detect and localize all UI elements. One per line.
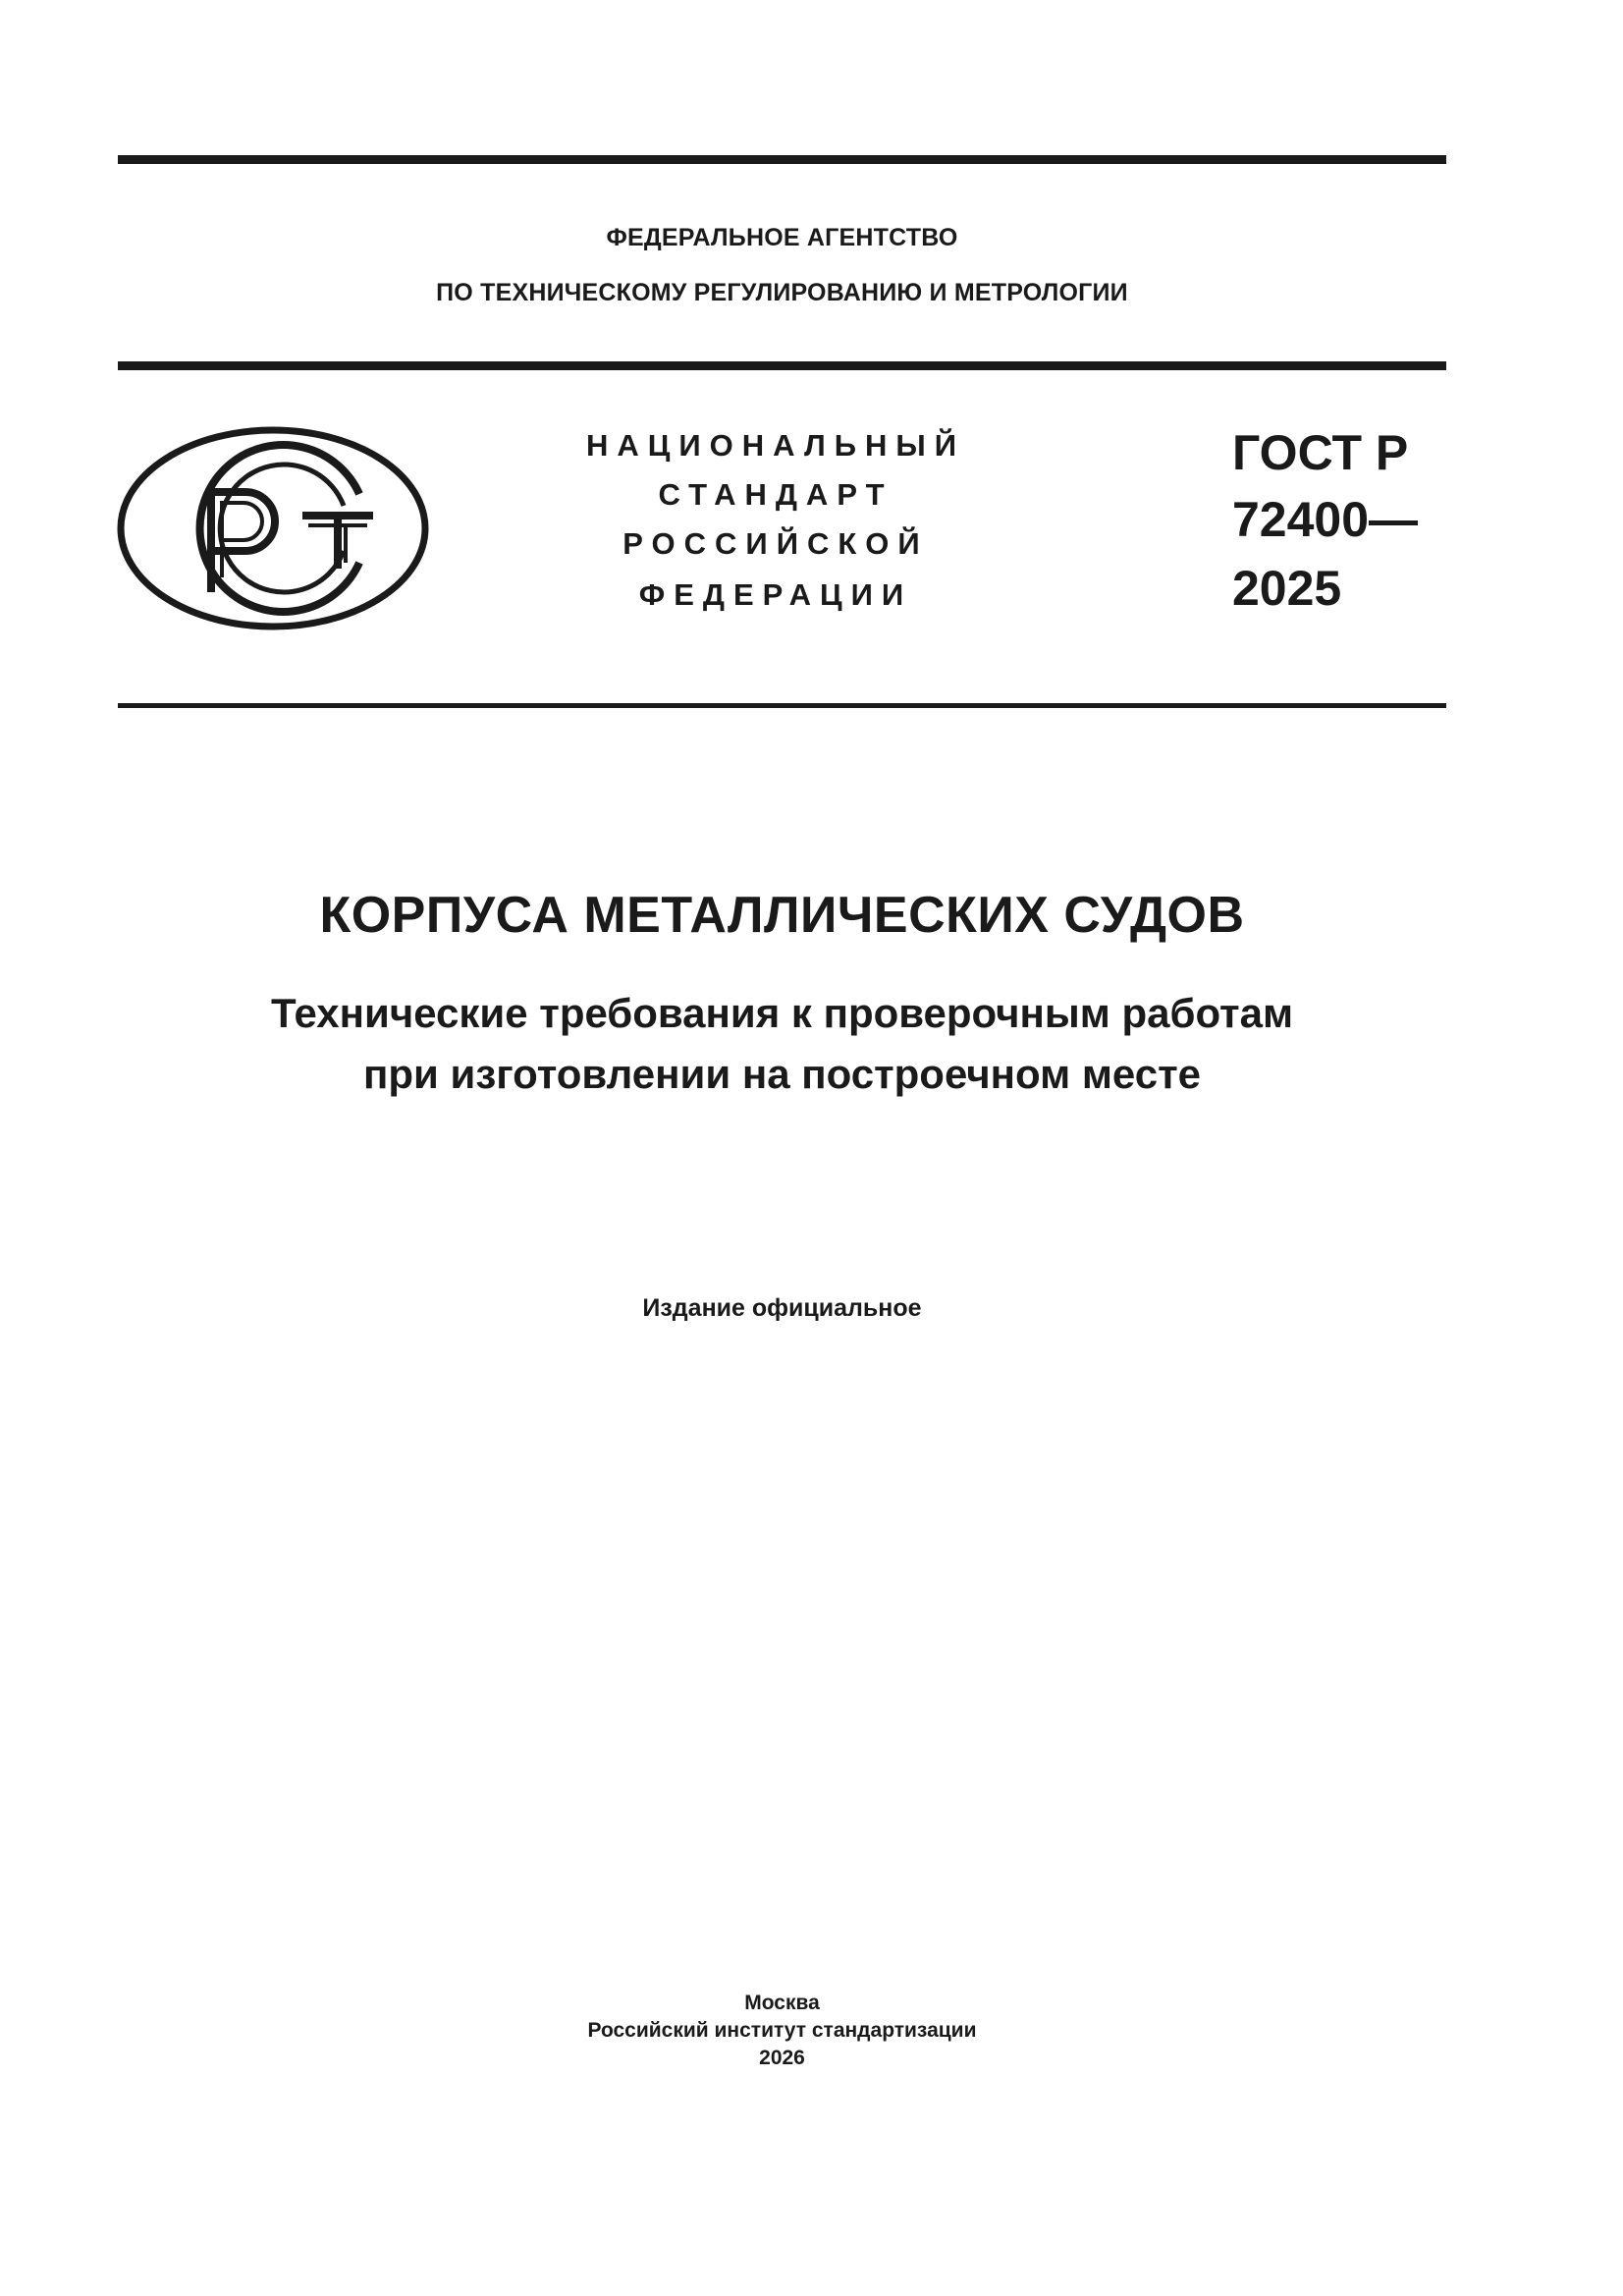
designation-line-1: ГОСТ Р [1232,425,1409,480]
agency-line-1: ФЕДЕРАЛЬНОЕ АГЕНТСТВО [606,224,958,251]
agency-bottom-rule [118,361,1446,370]
document-subtitle-line-1: Технические требования к проверочным работам [270,990,1294,1036]
top-rule [118,155,1446,164]
designation-line-3: 2025 [1232,561,1342,616]
national-standard-line-3: РОССИЙСКОЙ [622,526,929,561]
designation-line-2: 72400— [1232,492,1419,547]
document-title: КОРПУСА МЕТАЛЛИЧЕСКИХ СУДОВ [319,887,1245,944]
edition-label: Издание официальное [642,1294,922,1322]
rst-certification-mark-icon [116,425,430,631]
national-standard-line-1: НАЦИОНАЛЬНЫЙ [585,428,966,463]
national-standard-line-2: СТАНДАРТ [658,477,893,512]
imprint-city: Москва [744,1992,820,2014]
national-standard-line-4: ФЕДЕРАЦИИ [638,577,913,612]
header-bottom-rule [118,703,1446,708]
agency-line-2: ПО ТЕХНИЧЕСКОМУ РЕГУЛИРОВАНИЮ И МЕТРОЛОГИИ [436,279,1128,306]
imprint-year: 2026 [759,2047,805,2069]
document-subtitle-line-2: при изготовлении на построечном месте [362,1051,1202,1097]
imprint-publisher: Российский институт стандартизации [587,2019,977,2042]
